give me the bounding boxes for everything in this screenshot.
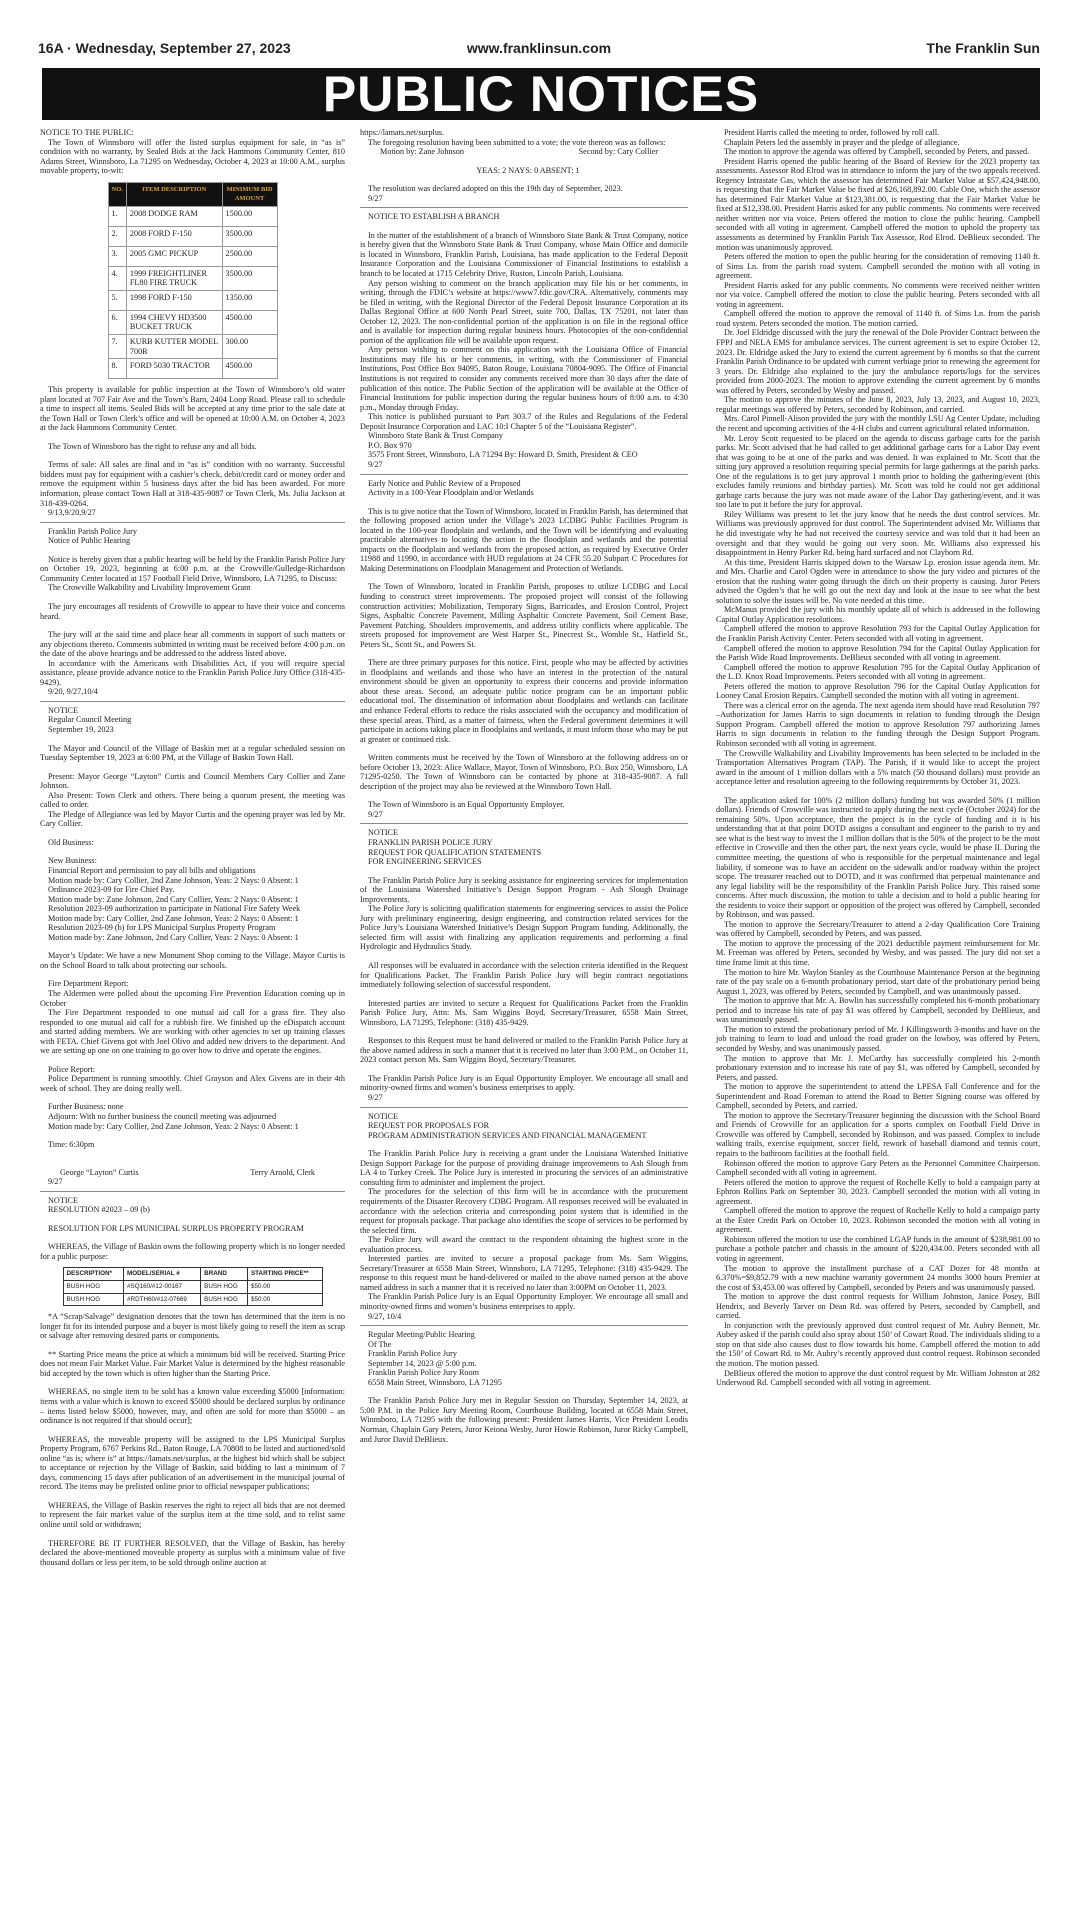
notice-paragraph: Police Report: [48,1064,96,1074]
spacer [40,735,345,744]
notice-paragraph: The Franklin Parish Police Jury is seeking assistance for engineering services for implementation of the Louisiana Watershed Initiative’s Design Support Program - Ash Slough Drainage Improvements. [360,875,688,904]
spacer [40,593,345,602]
signature-left: George “Layton” Curtis [60,1167,139,1177]
column-header: ITEM DESCRIPTION [126,182,222,206]
notice-paragraph: Financial Report and permission to pay all bills and obligations [48,865,256,875]
notice-paragraph: The Town of Winnsboro will offer the listed surplus equipment for sale, in “as is” condition with no warranty, by Sealed Bids at the Jack Hammons Community Center, 810 Adams Street, Winnsboro, La 71295 on Wednesday, October 4, 2023 at 10:00 A.M., surplus movable property, to-wit: [40,137,345,176]
table-cell: 2008 DODGE RAM [126,206,222,226]
table-cell: BUSH HOG [63,1281,124,1294]
spacer [360,649,688,658]
table-cell: 2. [108,226,126,246]
column-header: NO. [108,182,126,206]
surplus-property-table [63,1267,323,1306]
notice-divider [360,823,688,824]
notice-paragraph: 6558 Main Street, Winnsboro, LA 71295 [368,1377,502,1387]
notice-paragraph: REQUEST FOR PROPOSALS FOR [368,1121,490,1131]
notice-paragraph: The Crowville Walkability and Livability Improvement Grant [48,583,251,593]
spacer [40,763,345,772]
notice-paragraph: Mr. Leroy Scott requested to be placed on the agenda to discuss garbage carts for the parish parks. Mr. Scott advised that he had called to get additional garbage carts for a Labor Day event that was going to be at one of the parks and was denied. It was explained to Mr. Scott that the sitting jury approved a resolution requiring special permits for large gatherings at the parish parks. One of the regulations is to get jury approval 1 month prior to holding the gathering/event (this excludes family reunions and birthday parties). Mr. Scott was told he could not get additional garbage carts because the jury was not made aware of the Labor Day gathering/event, and it was too late to put it before the jury for approval. [716,433,1040,510]
notice-paragraph: This property is available for public inspection at the Town of Winnsboro’s old water plant located at 707 Fair Ave and the Town’s Barn, 2404 Loop Road. Please call to schedule a time to inspect all items. Sealed Bids will be accepted at any time prior to the sale date at the Town Hall or Town Clerk’s office and will be opened at 10:00 A.M. on October 4, 2023 at the Jack Hammons Community Center. [40,385,345,433]
notice-paragraph: 9/27 [368,459,383,469]
notice-paragraph: The motion to extend the probationary period of Mr. J Killingsworth 3-months and have on the job training to learn to load and unload the road grader on the lowboy, was offered by Peters, seconded by Wesby, and was unanimously passed. [716,1024,1040,1053]
notice-paragraph: The resolution was declared adopted on this the 19th day of September, 2023. [368,184,623,194]
notice-paragraph: 9/27, 10/4 [368,1311,402,1321]
notice-paragraph: Resolution 2023-09 (b) for LPS Municipal Surplus Property Program [48,923,276,933]
newspaper-name: The Franklin Sun [926,40,1040,56]
notice-paragraph: NOTICE [48,1195,79,1205]
notice-paragraph: P.O. Box 970 [368,440,412,450]
table-cell: 3500.00 [222,266,277,290]
notice-paragraph: WHEREAS, the Village of Baskin reserves the right to reject all bids that are not deemed to represent the fair market value of the surplus item at the time sold, and to relist same online until sold or withdrawn; [40,1500,345,1529]
notice-paragraph: Ordinance 2023-09 for Fire Chief Pay. [48,885,175,895]
notice-paragraph: Campbell offered the motion to approve Resolution 795 for the Capital Outlay Application of the L.D. Knox Road Improvements. Peters seconded with all voting in agreement. [716,662,1040,682]
column-1 [40,128,345,1567]
signature-left: Motion by: Zane Johnson [380,147,464,157]
notice-paragraph: 9/27 [48,1177,63,1187]
table-row [63,1293,322,1306]
notice-paragraph: There are three primary purposes for this notice. First, people who may be affected by activities in floodplains and wetlands and those who have an interest in the protection of the natural environment should be given an opportunity to express their concerns and provide information about these areas. Second, an adequate public notice program can be an important public educational tool. The dissemination of information about floodplains and wetlands can facilitate and enhance Federal efforts to reduce the risks associated with the occupancy and modification of these special areas. Third, as a matter of fairness, when the Federal government determines it will participate in actions taking place in floodplains and wetlands, it must inform those who may be put at greater or continued risk. [360,658,688,744]
notice-paragraph: The motion to approve the superintendent to attend the LPESA Fall Conference and for the Superintendent and Road Foreman to attend the Road to Better Signing course was offered by Campbell, seconded by Peters, and carried. [716,1082,1040,1111]
notice-paragraph: Motion made by: Cary Collier, 2nd Zane Johnson, Yeas: 2 Nays: 0 Absent: 1 [48,1121,299,1131]
spacer [40,970,345,979]
spacer [360,1140,688,1149]
notice-paragraph: Motion made by: Zane Johnson, 2nd Cary Collier, Yeas: 2 Nays: 0 Absent: 1 [48,932,299,942]
notice-paragraph: NOTICE [368,828,399,838]
table-cell: KURB KUTTER MODEL 700R [126,335,222,359]
notice-paragraph: 9/20, 9/27,10/4 [48,687,98,697]
table-row [108,266,277,290]
notice-paragraph: 9/13,9/20,9/27 [48,508,96,518]
column-header: DESCRIPTION* [63,1268,124,1281]
table-cell: 1. [108,206,126,226]
spacer [40,546,345,555]
notice-paragraph: The motion to approve that Mr. J. McCarthy has successfully completed his 2-month probationary extension and to increase his rate of pay $1, was offered by Campbell, seconded by Peters, and passed. [716,1053,1040,1082]
notice-paragraph: 9/27 [368,1093,383,1103]
notice-paragraph: President Harris asked for any public comments. No comments were received neither written nor via voice. Campbell offered the motion to close the public hearing. Peters seconded with all voting in agreement. [716,280,1040,309]
table-cell: BUSH HOG [201,1281,248,1294]
notice-paragraph: September 19, 2023 [48,724,114,734]
notice-paragraph: Motion made by: Cary Collier, 2nd Zane Johnson, Yeas: 2 Nays: 0 Absent: 1 [48,875,299,885]
spacer [360,175,688,184]
notice-paragraph: Adjourn: With no further business the council meeting was adjourned [48,1112,277,1122]
spacer [40,451,345,460]
notice-paragraph: Dr. Joel Eldridge discussed with the jury the renewal of the Dole Provider Contract between the FPPJ and NELA EMS for ambulance services. The current agreement is set to expire October 12, 2023. Dr. Eldridge asked the Jury to extend the current agreement by 6 months so that the current Franklin Parish Ordinance to be updated with current verbiage prior to renewing the agreement for 3 years. Dr. Eldridge also explained to the jury the ambulance reports/logs for the services provided from 2000-2023. The motion to approve extending the current agreement by 6 months was offered by Peters, seconded by Wesby and passed. [716,328,1040,395]
table-row [108,206,277,226]
notice-paragraph: President Harris opened the public hearing of the Board of Review for the 2023 property tax assessments. Assessor Rod Elrod was in attendance to inform the jury of the two appeals received. Regency Intrastate Gas, which the assessor has determined Fair Market Value at $57,424,948.00, is requesting that the Fair Market Value be fixed at $26,168,892.00. Cable One, which the assessor has determined Fair Market Value at $123,381.00, is requesting that the Fair Market Value be fixed at $12,338.00. President Harris asked for any public comments. No comments were received neither written nor via voice. Peters offered the motion to close the public hearing. Campbell seconded with all voting in agreement. Campbell offered the motion to uphold the property tax assessments as determined by Franklin Parish Tax Assessor, Rod Elrod. DeBlieux seconded. The motion was unanimously approved. [716,156,1040,252]
notice-paragraph: Responses to this Request must be hand delivered or mailed to the Franklin Parish Police Jury at the above named address in such a manner that it is received no later than 3:00 P.M., on October 11, 2023 contact person Ms. Sam Wiggins Boyd, Secretary/Treasurer. [360,1036,688,1065]
notice-paragraph: The Aldermen were polled about the upcoming Fire Prevention Education coming up in October [40,989,345,1008]
notice-paragraph: Police Department is running smoothly. Chief Grayson and Alex Givens are in their 4th week of school. They are doing really well. [40,1074,345,1093]
notice-paragraph: September 14, 2023 @ 5:00 p.m. [368,1358,477,1368]
notice-paragraph: Franklin Parish Police Jury [48,526,137,536]
notice-paragraph: New Business: [48,856,97,866]
table-header-row [63,1268,322,1281]
notice-paragraph: Time: 6:30pm [48,1140,95,1150]
notice-paragraph: Campbell offered the motion to approve the removal of 1140 ft. of Sims Ln. from the parish road system. Peters seconded the motion. The motion carried. [716,309,1040,328]
notice-paragraph: Mrs. Carol Pinnell-Alison provided the jury with the monthly LSU Ag Center Update, including the recent and upcoming activities of the 4-H clubs and current agricultural related information. [716,414,1040,433]
notice-paragraph: The motion to approve the Secretary/Treasurer beginning the discussion with the School Board and Friends of Crowville for an application for a sports complex on Football Field Drive in Crowville was offered by Campbell, seconded by Robinson, and was passed. Complex to include walking trails, exercise equipment, soccer field, rework of baseball diamond and tennis court, repairs to the bathroom facilities at the football field. [716,1110,1040,1158]
table-cell: BUSH HOG [201,1293,248,1306]
notice-paragraph: Regular Meeting/Public Hearing [368,1330,475,1340]
notice-paragraph: NOTICE [368,1111,399,1121]
table-row [108,246,277,266]
spacer [40,847,345,856]
table-row [63,1281,322,1294]
notice-paragraph: Winnsboro State Bank & Trust Company [368,431,503,441]
notice-paragraph: NOTICE [48,705,79,715]
notice-paragraph: The motion to approve the dust control requests for William Johnston, Janice Posey, Bill Hendrix, and Beverly Tarver on Dean Rd. was offered by Peters, seconded by Campbell, and carried. [716,1292,1040,1321]
notice-paragraph: Peters offered the motion to open the public hearing for the consideration of removing 1140 ft. of Sims Ln. from the parish road system. Campbell seconded the motion with all voting in agreement. [716,252,1040,281]
notice-paragraph: The Town of Winnsboro, located in Franklin Parish, proposes to utilize LCDBG and Local funding to construct street improvements. The proposed project will consist of the following construction activities: Mobilization, Temporary Signs, Barricades, and Erosion Control, Project Signs, Asphaltic Concrete Pavement, Milling Asphaltic Concrete Pavement, Soil Cement Base, Pavement Patching, Shoulders improvements, and address utility conflicts where applicable. The streets proposed for improvement are West Harper St., Pinecrest St., Womble St., Hatfield St., Peters St., Scott St., and Powers St. [360,582,688,649]
notice-paragraph: The Police Jury is soliciting qualification statements for engineering services to assist the Police Jury with preliminary engineering, design engineering, and construction related services for the Police Jury’s Louisiana Watershed Initiative’s Design Support Program funding. Additionally, the selected firm will assist with finalizing any application requirements and performing a final Hydrologic and Hydraulics Study. [360,904,688,952]
spacer [40,1426,345,1435]
section-banner: PUBLIC NOTICES [42,68,1040,120]
notice-paragraph: The procedures for the selection of this firm will be in accordance with the procurement requirements of the Disaster Recovery CDBG Program. All responses received will be evaluated in accordance with the selection criteria and corresponding point system that is identified in the request for proposals package. That package also identifies the scope of services to be performed by the selected firm. [360,1187,688,1235]
notice-paragraph: This is to give notice that the Town of Winnsboro, located in Franklin Parish, has determined that the following proposed action under the Village’s 2023 LCDBG Public Facilities Program is located in the 100-year floodplain and wetlands, and the Town will be identifying and evaluating practicable alternatives to locating the action in the floodplain and wetlands and the potential impacts on the floodplain and wetlands from the proposed action, as required by Executive Order 11988 and 11990, in accordance with HUD regulations at 24 CFR 55.20 Subpart C Procedures for Making Determinations on Floodplain Management and Protection of Wetlands. [360,506,688,573]
spacer [360,498,688,507]
notice-paragraph: Robinson offered the motion to approve Gary Peters as the Personnel Committee Chairperson. Campbell seconded with all voting in agreement. [716,1158,1040,1178]
notice-paragraph: Any person wishing to comment on this application with the Louisiana Office of Financial Institutions may file his or her comments, in writing, with the Commissioner of Financial Institutions, Post Office Box 94095, Baton Rouge, Louisiana 70804-9095. The Office of Financial Institutions is not required to consider any comments received more than 30 days after the date of publication of this notice. The Public Section of the application will be available at the Office of Financial Institutions for public inspection during the regular business hours of 8:00 a.m. to 4:30 p.m., Monday through Friday. [360,345,688,412]
spacer [40,942,345,951]
spacer [40,1530,345,1539]
notice-paragraph: Any person wishing to comment on the branch application may file his or her comments, in writing, through the FDIC’s website at https://www7.fdic.gov/CRA. Alternatively, comments may be filed in writing, with the Regional Director of the Federal Deposit Insurance Corporation at its Dallas Regional Office at 600 North Pearl Street, suite 700, Dallas, TX 75201, not later than October 12, 2023. The non-confidential portion of the application is on file in the regional office and is available for inspection during regular business hours. Photocopies of the non-confidential portion of the application file will be available upon request. [360,278,688,345]
notice-paragraph: The Mayor and Council of the Village of Baskin met at a regular scheduled session on Tuesday September 19, 2023 at 6:00 PM, at the Village of Baskin Town Hall. [40,743,345,763]
table-row [108,226,277,246]
notice-paragraph: WHEREAS, the Village of Baskin owns the following property which is no longer needed for a public purpose: [40,1242,345,1261]
notice-paragraph: In the matter of the establishment of a branch of Winnsboro State Bank & Trust Company, notice is hereby given that the Winnsboro State Bank & Trust Company, whose Main Office and domicile is located in Winnsboro, Franklin Parish, Louisiana, has made application to the Federal Deposit Insurance Corporation and the Louisiana Commissioner of Financial Institutions to establish a branch to be located at 1715 Celebrity Drive, Ruston, Lincoln Parish, Louisiana. [360,230,688,279]
notice-paragraph: The Franklin Parish Police Jury is an Equal Opportunity Employer. We encourage all small and minority-owned firms and women’s business enterprises to apply. [360,1292,688,1311]
notice-paragraph: ** Starting Price means the price at which a minimum bid will be received. Starting Price does not mean Fair Market Value. Fair Market Value is determined by the highest reasonable bid accepted by the town which is often higher than the Starting Price. [40,1349,345,1378]
spacer [360,990,688,999]
notice-paragraph: All responses will be evaluated in accordance with the selection criteria identified in the Request for Qualifications Packet. The Franklin Parish Police Jury will begin contract negotiations immediately following selection of successful respondent. [360,961,688,990]
notice-paragraph: WHEREAS, the moveable property will be assigned to the LPS Municipal Surplus Property Program, 6767 Perkins Rd., Baton Rouge, LA 70808 to be listed and auctioned/sold online “as is; where is” at https://lamats.net/surplus, at the highest bid which shall be subject to acceptance or rejection by the Village of Baskin, said bidding to last a minimum of 7 days, commencing 15 days after publication of an advertisement in the municipal journal of record. The items may be prelisted online prior to official newspaper publications; [40,1434,345,1492]
notice-paragraph: THEREFORE BE IT FURTHER RESOLVED, that the Village of Baskin, has hereby declared the above-mentioned moveable property as surplus with a minimum value of five thousand dollars or less per item, to be sold through online auction at [40,1538,345,1567]
notice-paragraph: Franklin Parish Police Jury [368,1349,457,1359]
notice-paragraph: The Franklin Parish Police Jury met in Regular Session on Thursday, September 14, 2023, at 5:00 P.M. in the Police Jury Meeting Room, Courthouse Building, located at 6558 Main Street, Winnsboro, LA 71295 with the following present: President James Harris, Vice President Leodis Norman, Chaplain Gary Peters, Juror Keiona Wesby, Juror Howie Robinson, Juror Ricky Campbell, and Juror David DeBlieux. [360,1396,688,1444]
notice-paragraph: 9/27 [368,809,383,819]
table-row [108,335,277,359]
notice-paragraph: Interested parties are invited to secure a proposal package from Ms. Sam Wiggins, Secretary/Treasurer at 6558 Main Street, Winnsboro, LA 71295, Telephone: (318) 435-9429. The response to this request must be hand-delivered or mailed to the above named person at the above named address in such a manner that it is received no later than 3:00PM on October 11, 2023. [360,1254,688,1292]
notice-paragraph: In accordance with the Americans with Disabilities Act, if you will require special assistance, please provide advance notice to the Franklin Parish Police Jury Office (318-435-9429). [40,658,345,687]
notice-paragraph: Robinson offered the motion to use the combined LGAP funds in the amount of $238,981.00 to purchase a pothole patcher and chassis in the amount of $220,434.00. Peters seconded with all voting in agreement. [716,1234,1040,1263]
notice-paragraph: Campbell offered the motion to approve the request of Rochelle Kelly to hold a campaign party at the Ester Credit Park on October 10, 2023. Robinson seconded the motion with all voting in agreement. [716,1206,1040,1235]
notice-paragraph: 9/27 [368,193,383,203]
notice-paragraph: 3575 Front Street, Winnsboro, LA 71294 By: Howard D. Smith, President & CEO [368,450,638,460]
notice-divider [40,1191,345,1192]
spacer [360,1387,688,1396]
notice-paragraph: Peters offered the motion to approve the request of Rochelle Kelly to hold a campaign party at Ephron Rollins Park on September 30, 2023. Campbell seconded the motion with all voting in agreement. [716,1177,1040,1206]
table-cell: 2500.00 [222,246,277,266]
notice-paragraph: PROGRAM ADMINISTRATION SERVICES AND FINANCIAL MANAGEMENT [368,1130,647,1140]
notice-paragraph: President Harris called the meeting to order, followed by roll call. [724,128,940,137]
notice-paragraph: Motion made by: Cary Collier, 2nd Zane Johnson, Yeas: 2 Nays: 0 Absent: 1 [48,913,299,923]
table-cell: 300.00 [222,335,277,359]
notice-paragraph: Mayor’s Update: We have a new Monument Shop coming to the Village. Mayor Curtis is on the School Board to talk about protecting our schools. [40,951,345,970]
spacer [40,829,345,838]
notice-line: https://lamats.net/surplus. [360,128,445,137]
signature-right: Second by: Cary Collier [578,147,658,157]
table-cell: 1994 CHEVY HD3500 BUCKET TRUCK [126,310,222,334]
spacer [716,787,1040,796]
notice-paragraph: Present: Mayor George “Layton” Curtis and Council Members Cary Collier and Zane Johnson. [40,771,345,791]
notice-paragraph: The motion to approve the agenda was offered by Campbell, seconded by Peters, and passed. [724,147,1030,157]
spacer [40,1215,345,1224]
table-cell: 2008 FORD F-150 [126,226,222,246]
spacer [360,744,688,753]
notice-paragraph: The motion to approve the Secretary/Treasurer to attend a 2-day Qualification Core Training was offered by Campbell, seconded by Peters, and was passed. [716,919,1040,939]
signature-line [360,147,688,157]
notice-paragraph: The motion to approve the minutes of the June 8, 2023, July 13, 2023, and August 10, 2023, regular meetings was offered by Peters, seconded by Robinson, and carried. [716,395,1040,414]
notice-paragraph: Also Present: Town Clerk and others. There being a quorum present, the meeting was called to order. [40,790,345,810]
notice-paragraph: WHEREAS, no single item to be sold has a known value exceeding $5000 [information: items with a value which is known to exceed $5000 should be declared surplus by ordinance – items listed below $5000, however, may, and often are sold for more than $5000 – an ordinance is not required if that should occur]; [40,1387,345,1426]
column-3 [716,128,1040,1388]
notice-paragraph: *A “Scrap/Salvage” designation denotes that the town has determined that the item is no longer fit for its intended purpose and a buyer is most likely going to resell the item as scrap or salvage after removing desired parts or components. [40,1312,345,1341]
table-cell: 6. [108,310,126,334]
column-header: MINIMUM BID AMOUNT [222,182,277,206]
notice-paragraph: There was a clerical error on the agenda. The next agenda item should have read Resolution 797 –Authorization for James Harris to sign documents in relation to funding through the Design Support Program. Campbell offered the motion to approve Resolution 797 authorizing James Harris to sign documents in relation to the funding through the Design Support Program. Robinson seconded with all voting in agreement. [716,700,1040,748]
notice-paragraph: The application asked for 100% (2 million dollars) funding but was awarded 50% (1 million dollars). Friends of Crowville was instructed to apply during the next cycle (October 2024) for the remaining 50%. Upon acceptance, then the project is in the cycle of funding and it is his understanding that at that point DOTD assigns a consultant and engineer to the parish to try and see what is the best way to invest the 1 million dollars that is the 50% of the project to be the most effective in Crowville and then the other part, the next years cycle, would be phase II. During the committee meeting, the questions of who is responsible for the perpetual maintenance and legal liability, if someone was to have an accident on the sidewalk and/or roadway within the project scope. The treasurer reached out to DOTD, and it was confirmed that perpetual maintenance and any legal liability will be the responsibility of the Franklin Parish Police Jury. This raised some concerns. After much discussion, the motion to table a decision and to hold a public hearing for the residents to voice their support or opposition of the project was offered by Campbell, seconded by Robinson, and was passed. [716,795,1040,920]
page-header [38,38,1040,58]
notice-paragraph: The motion to approve the processing of the 2021 deductible payment reimbursement for Mr. M. Freeman was offered by Peters, seconded by Wesby, and was passed. The jury did not set a time frame limit at this time. [716,938,1040,968]
notice-paragraph: The motion to hire Mr. Waylon Stanley as the Courthouse Maintenance Person at the beginning rate of the pay scale on a 6-month probationary period, start date of the probationary period being August 1, 2023, was offered by Peters, seconded by Campbell, and was unanimously passed. [716,967,1040,996]
spacer [40,621,345,630]
notice-paragraph: Notice is hereby given that a public hearing will be held by the Franklin Parish Police Jury on October 19, 2023, beginning at 6:00 p.m. at the Crowville/Gulledge-Richardson Community Center located at 157 Football Field Drive, Winnsboro, LA 71295, to Discuss: [40,554,345,583]
table-cell: 3500.00 [222,226,277,246]
notice-divider [40,522,345,523]
table-cell: 2005 GMC PICKUP [126,246,222,266]
notice-paragraph: FOR ENGINEERING SERVICES [368,857,482,867]
notice-paragraph: The Pledge of Allegiance was led by Mayor Curtis and the opening prayer was led by Mr. Cary Collier. [40,809,345,829]
table-cell: $50.00 [247,1281,322,1294]
table-cell: 3. [108,246,126,266]
notice-paragraph: NOTICE TO ESTABLISH A BRANCH [368,212,500,222]
notice-paragraph: The Franklin Parish Police Jury is an Equal Opportunity Employer. We encourage all small and minority-owned firms and women’s business enterprises to apply. [360,1073,688,1093]
table-cell: #RDTH60/#12-07669 [124,1293,201,1306]
surplus-equipment-table [108,182,278,379]
table-row [108,310,277,334]
table-cell: 8. [108,359,126,379]
table-cell: 4500.00 [222,310,277,334]
notice-paragraph: The Fire Department responded to one mutual aid call for a grass fire. They also responded to one mutual aid call for a rubbish fire. We finished up the eDispatch account and started adding members. We are working with other agencies to set up training classes with FETA. Chief Givens got with Joel Olivo and added new drivers to the department. And we are setting up one on one training to go over how to drive and operate the engines. [40,1008,345,1056]
notice-divider [360,1107,688,1108]
spacer [40,1056,345,1065]
vote-tally: YEAS: 2 NAYS: 0 ABSENT: 1 [476,165,580,175]
notice-paragraph: DeBlieux offered the motion to approve the dust control request by Mr. William Johnston at 282 Underwood Rd. Campbell seconded with all voting in agreement. [716,1368,1040,1388]
table-cell: #SQ160/#12-00167 [124,1281,201,1294]
notice-paragraph: At this time, President Harris skipped down to the Warsaw Lp. erosion issue agenda item. Mr. and Mrs. Charlie and Carol Ogden were in attendance to show the jury video and pictures of the erosion that the rushing water going through the ditch on their property is causing. Juror Peters advised the Ogden’s that he will go out the next day and look at the issue to see what the best solution to solve the issues will be. No vote needed at this time. [716,557,1040,605]
spacer [360,1065,688,1074]
notice-paragraph: RESOLUTION #2023 – 09 (b) [48,1205,150,1215]
table-header-row [108,182,277,206]
notice-paragraph: Fire Department Report: [48,979,129,989]
notice-paragraph: Early Notice and Public Review of a Proposed [368,478,521,488]
notice-paragraph: Written comments must be received by the Town of Winnsboro at the following address on or before October 13, 2023: Alice Wallace, Mayor, Town of Winnsboro, P.O. Box 250, Winnsboro, LA 71295-0250. The Town of Winnsboro can be contacted by phone at 318-435-9087. A full description of the project may also be reviewed at the Winnsboro Town Hall. [360,753,688,791]
column-header: BRAND [201,1268,248,1281]
table-cell: 1998 FORD F-150 [126,290,222,310]
page-number-date: 16A · Wednesday, September 27, 2023 [38,40,291,56]
spacer [360,867,688,876]
notice-divider [360,207,688,208]
table-cell: FORD 5030 TRACTOR [126,359,222,379]
notice-paragraph: Resolution 2023-09 authorization to participate in National Fire Safety Week [48,904,301,914]
spacer [360,1027,688,1036]
notice-paragraph: Interested parties are invited to secure a Request for Qualifications Packet from the Franklin Parish Police Jury, Attn: Ms. Sam Wiggins Boyd, Secretary/Treasurer, 6558 Main Street, Winnsboro, LA 71295, Telephone: (318) 435-9429. [360,998,688,1027]
notice-paragraph: Chaplain Peters led the assembly in prayer and the pledge of allegiance. [724,137,960,147]
spacer [40,1492,345,1501]
notice-divider [40,701,345,702]
notice-paragraph: Activity in a 100-Year Floodplain and/or Wetlands [368,488,534,498]
spacer [360,791,688,800]
signature-line [40,1168,345,1178]
notice-paragraph: Terms of sale: All sales are final and in “as is” condition with no warranty. Successful bidders must pay for equipment with a cashier’s check, debit/credit card or money order and remove the equipment within 5 business days after the bid has been awarded. For more information, please contact Town Hall at 318-435-9087 or Town Clerk, Ms. Julia Jackson at 318-439-0264. [40,460,345,508]
notice-paragraph: Motion made by: Zane Johnson, 2nd Cary Collier, Yeas: 2 Nays: 0 Absent: 1 [48,894,299,904]
notice-divider [360,1325,688,1326]
table-cell: 4500.00 [222,359,277,379]
notice-paragraph: The jury will at the said time and place hear all comments in support of such matters or any objections thereto. Comments submitted in writing must be received before 4:00 p.m. on the date of the above hearings and be addressed to the address listed above. [40,630,345,659]
notice-paragraph: McManus provided the jury with his monthly update all of which is addressed in the following Capital Outlay Application resolutions. [716,605,1040,624]
table-cell: $50.00 [247,1293,322,1306]
notice-paragraph: The Town of Winnsboro is an Equal Opportunity Employer. [368,800,565,810]
website-url[interactable]: www.franklinsun.com [466,40,612,56]
column-header: MODEL/SERIAL # [124,1268,201,1281]
table-cell: 4. [108,266,126,290]
notice-paragraph: The Franklin Parish Police Jury is receiving a grant under the Louisiana Watershed Initiative Design Support Package for the purpose of providing drainage improvements to Ash Slough from LA 4 to Turkey Creek. The Police Jury is interested in procuring the services of an administrative consulting firm to administer and implement the project. [360,1149,688,1187]
notice-paragraph: Riley Williams was present to let the jury know that he needs the dust control services. Mr. Williams was previously approved for dust control. The Superintendent advised Mr. Williams that he did investigate why he had not received the courtesy service and was told that it had been an oversight and that they would be going out very soon. Mr. Williams also expressed his disappointment in Henry Parker Rd. being hard surfaced and not Clayborn Rd. [716,509,1040,558]
notice-paragraph: Notice of Public Hearing [48,536,131,546]
spacer [360,157,688,166]
table-cell: 1350.00 [222,290,277,310]
notice-paragraph: This notice is published pursuant to Part 303.7 of the Rules and Regulations of the Federal Deposit Insurance Corporation and LAC 10:I Chapter 5 of the “Louisiana Register”. [360,412,688,431]
notice-paragraph: Franklin Parish Police Jury Room [368,1368,479,1378]
table-cell: 1999 FREIGHTLINER FL80 FIRE TRUCK [126,266,222,290]
notice-paragraph: Campbell offered the motion to approve Resolution 794 for the Capital Outlay Application for the Parish Wide Road Improvements. DeBlieux seconded with all voting in agreement. [716,643,1040,663]
table-cell: 5. [108,290,126,310]
signature-right: Terry Arnold, Clerk [250,1167,315,1177]
notice-paragraph: The Police Jury will award the contract to the respondent obtaining the highest score in the evaluation process. [360,1235,688,1254]
spacer [40,1378,345,1387]
spacer [40,1233,345,1242]
spacer [40,1341,345,1350]
notice-paragraph: The Town of Winnsboro has the right to refuse any and all bids. [48,441,257,451]
notice-paragraph: FRANKLIN PARISH POLICE JURY [368,838,493,847]
table-cell: BUSH HOG [63,1293,124,1306]
spacer [40,1150,345,1159]
notice-paragraph: Old Business: [48,837,94,847]
notice-paragraph: Peters offered the motion to approve Resolution 796 for the Capital Outlay Application for Looney Canal Erosion Repairs. Campbell seconded the motion with all voting in agreement. [716,681,1040,701]
spacer [40,433,345,442]
notice-paragraph: The Crowville Walkability and Livability Improvements has been selected to be included in the Transportation Alternatives Program (TAP). The Parish, if it would like to accept the project award in the amount of 1 million dollars with a 5% match (50 thousand dollars) must provide an acceptance letter and resolution agreeing to the following requirements by October 31, 2023. [716,748,1040,787]
notice-paragraph: The jury encourages all residents of Crowville to appear to have their voice and concerns heard. [40,601,345,621]
notice-paragraph: REQUEST FOR QUALIFICATION STATEMENTS [368,847,542,857]
spacer [40,1093,345,1102]
table-row [108,290,277,310]
spacer [360,573,688,582]
spacer [360,222,688,231]
notice-line: NOTICE TO THE PUBLIC: [40,128,134,137]
notice-paragraph: The motion to approve the installment purchase of a CAT Dozer for 48 months at 6.370%=$9,852.79 with a new machine warranty government 24 months 3000 hours Premier at the cost of $3,453.00 was offered by Campbell, seconded by Peters and was unanimously passed. [716,1263,1040,1292]
notice-paragraph: The foregoing resolution having been submitted to a vote; the vote thereon was as follows: [368,137,666,147]
spacer [360,952,688,961]
notice-paragraph: In conjunction with the previously approved dust control request of Mr. Aubry Bennett, Mr. Aubey asked if the parish could also spray about 150’ of Cowart Road. The individuals sliding to a stop on that side also causes dust to flow towards his home. Campbell offered the motion to add the 150’ of Cowart Rd. to Mr. Aubry’s recently approved dust control request. Robinson seconded the motion. The motion passed. [716,1320,1040,1368]
table-cell: 1500.00 [222,206,277,226]
column-header: STARTING PRICE** [247,1268,322,1281]
spacer [40,1159,345,1168]
notice-divider [360,474,688,475]
table-cell: 7. [108,335,126,359]
column-2 [360,128,688,1444]
notice-paragraph: The motion to approve that Mr. A. Bowlin has successfully completed his 6-month probationary period and to increase his rate of pay $1 was offered by Campbell, seconded by DeBlieux, and was unanimously passed. [716,996,1040,1025]
notice-paragraph: Campbell offered the motion to approve Resolution 793 for the Capital Outlay Application for the Franklin Parish Activity Center. Peters seconded with all voting in agreement. [716,624,1040,643]
notice-paragraph: Regular Council Meeting [48,715,132,725]
notice-paragraph: Further Business: none [48,1102,124,1112]
spacer [40,1131,345,1140]
notice-paragraph: Of The [368,1339,392,1349]
notice-paragraph: RESOLUTION FOR LPS MUNICIPAL SURPLUS PROPERTY PROGRAM [48,1223,304,1233]
table-row [108,359,277,379]
